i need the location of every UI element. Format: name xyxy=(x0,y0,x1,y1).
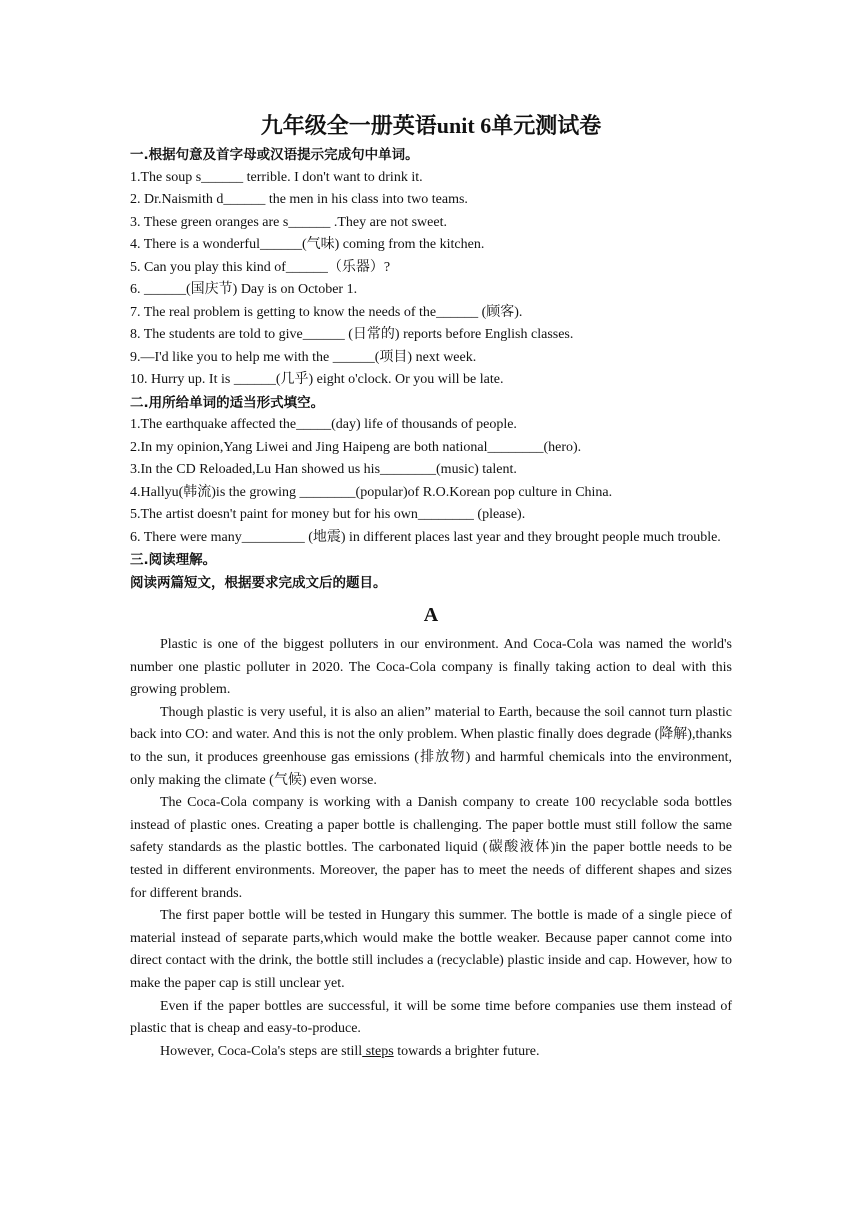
question-item: 2. Dr.Naismith d______ the men in his class into two teams. xyxy=(130,192,468,207)
question-item: 7. The real problem is getting to know the needs of the______ (顾客). xyxy=(130,304,523,320)
section-3-heading: 三.阅读理解。 xyxy=(130,552,217,568)
question-item: 1.The earthquake affected the_____(day) life of thousands of people. xyxy=(130,417,517,432)
document-page xyxy=(130,108,732,1063)
section-2-items xyxy=(130,414,732,549)
passage-paragraph: Though plastic is very useful, it is also an alien” material to Earth, because the soil cannot turn plastic back into CO: and water. And this is not the only problem. When plastic finally does degrade (降解),thanks to the sun, it produces greenhouse gas emissions (排放物) and harmful chemicals into the environment, only making the climate (气候) even worse. xyxy=(130,704,732,788)
question-item: 1.The soup s______ terrible. I don't want to drink it. xyxy=(130,169,423,185)
passage-last-paragraph xyxy=(130,1041,732,1064)
passage-paragraph: The Coca-Cola company is working with a Danish company to create 100 recyclable soda bottles instead of plastic ones. Creating a paper bottle is challenging. The paper bottle must still follow the same safety standards as the plastic bottles. The carbonated liquid (碳酸液体)in the paper bottle needs to be tested in different environments. Moreover, the paper has to meet the needs of different shapes and sizes for different brands. xyxy=(130,795,732,901)
question-item: 2.In my opinion,Yang Liwei and Jing Haipeng are both national________(hero). xyxy=(130,439,582,455)
passage-paragraph: The first paper bottle will be tested in Hungary this summer. The bottle is made of a single piece of material instead of separate parts,which would make the bottle weaker. Because paper cannot come into direct contact with the drink, the bottle still includes a (recyclable) plastic inside and cap. However, how to make the paper cap is still unclear yet. xyxy=(130,908,732,991)
section-2-heading: 二.用所给单词的适当形式填空。 xyxy=(130,394,325,411)
question-item: 6. There were many_________ (地震) in different places last year and they brought people much trouble. xyxy=(130,529,721,545)
underlined-word: steps xyxy=(362,1043,394,1059)
question-item: 3.In the CD Reloaded,Lu Han showed us his________(music) talent. xyxy=(130,462,517,477)
section-1-items xyxy=(130,167,732,392)
question-item: 5.The artist doesn't paint for money but for his own________ (please). xyxy=(130,507,526,522)
section-1-heading: 一.根据句意及首字母或汉语提示完成句中单词。 xyxy=(130,147,419,163)
passage-paragraph: Even if the paper bottles are successful, it will be some time before companies use them instead of plastic that is cheap and easy-to-produce. xyxy=(130,998,732,1037)
last-paragraph-tail: towards a brighter future. xyxy=(393,1043,540,1059)
question-item: 9.—I'd like you to help me with the ______(项目) next week. xyxy=(130,349,477,365)
reading-instruction: 阅读两篇短文，根据要求完成文后的题目。 xyxy=(130,574,387,591)
question-item: 8. The students are told to give______ (日常的) reports before English classes. xyxy=(130,327,574,342)
question-item: 3. These green oranges are s______ .They are not sweet. xyxy=(130,214,447,230)
question-item: 4. There is a wonderful______(气味) coming from the kitchen. xyxy=(130,237,485,252)
passage-paragraph: Plastic is one of the biggest polluters in our environment. And Coca-Cola was named the world's number one plastic polluter in 2020. The Coca-Cola company is finally taking action to deal with this growing problem. xyxy=(130,637,732,698)
question-item: 5. Can you play this kind of______（乐器）? xyxy=(130,259,391,275)
question-item: 4.Hallyu(韩流)is the growing ________(popular)of R.O.Korean pop culture in China. xyxy=(130,484,613,500)
question-item: 10. Hurry up. It is ______(几乎) eight o'clock. Or you will be late. xyxy=(130,372,504,387)
page-title: 九年级全一册英语unit 6单元测试卷 xyxy=(260,113,602,138)
question-item: 6. ______(国庆节) Day is on October 1. xyxy=(130,282,358,297)
passage-a-body xyxy=(130,634,732,1063)
last-paragraph-text: However, Coca-Cola's steps are still xyxy=(160,1043,363,1059)
passage-a-label: A xyxy=(423,604,439,626)
